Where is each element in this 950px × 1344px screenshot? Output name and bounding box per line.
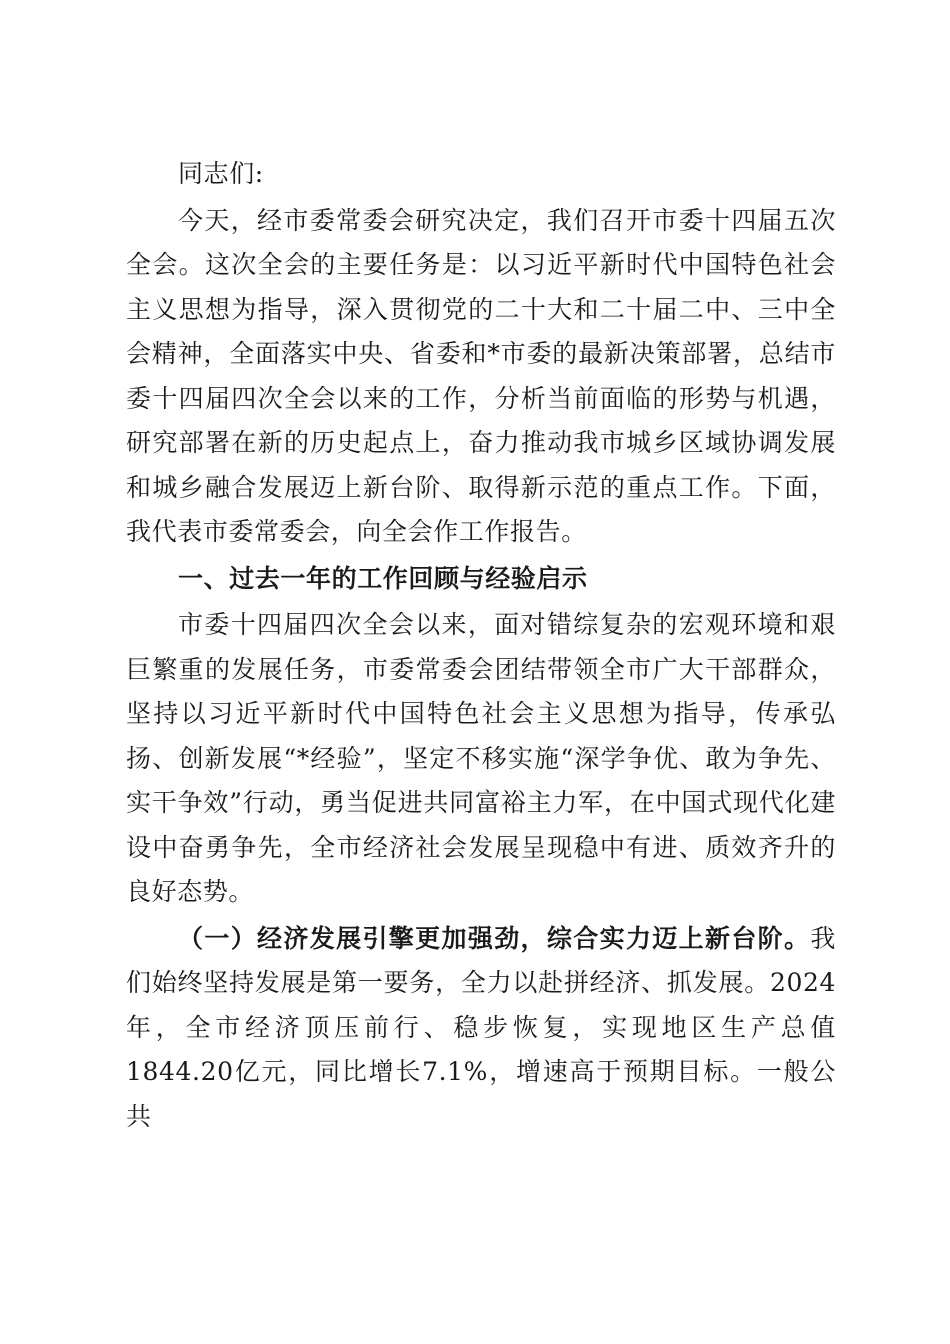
- paragraph-review: 市委十四届四次全会以来，面对错综复杂的宏观环境和艰巨繁重的发展任务，市委常委会团结带领全市广大干部群众，坚持以习近平新时代中国特色社会主义思想为指导，传承弘扬、创新发展“*经验”，坚定不移实施“深学争优、敢为争先、实干争效”行动，勇当促进共同富裕主力军，在中国式现代化建设中奋勇争先，全市经济社会发展呈现稳中有进、质效齐升的良好态势。: [126, 610, 836, 906]
- subsection-lead-1: （一）经济发展引擎更加强劲，综合实力迈上新台阶。: [178, 923, 811, 953]
- paragraph-intro: 今天，经市委常委会研究决定，我们召开市委十四届五次全会。这次全会的主要任务是：以习近平新时代中国特色社会主义思想为指导，深入贯彻党的二十大和二十届二中、三中全会精神，全面落实中央、省委和*市委的最新决策部署，总结市委十四届四次全会以来的工作，分析当前面临的形势与机遇，研究部署在新的历史起点上，奋力推动我市城乡区域协调发展和城乡融合发展迈上新台阶、取得新示范的重点工作。下面，我代表市委常委会，向全会作工作报告。: [126, 205, 836, 546]
- paragraph-economy: [126, 917, 836, 1140]
- paragraph-economy-text: 我们始终坚持发展是第一要务，全力以赴拼经济、抓发展。2024年，全市经济顶压前行、稳步恢复，实现地区生产总值1844.20亿元，同比增长7.1%，增速高于预期目标。一般公共: [126, 923, 836, 1131]
- section-heading-1: 一、过去一年的工作回顾与经验启示: [178, 563, 588, 593]
- salutation: 同志们:: [178, 159, 264, 188]
- document-body: [126, 152, 836, 1139]
